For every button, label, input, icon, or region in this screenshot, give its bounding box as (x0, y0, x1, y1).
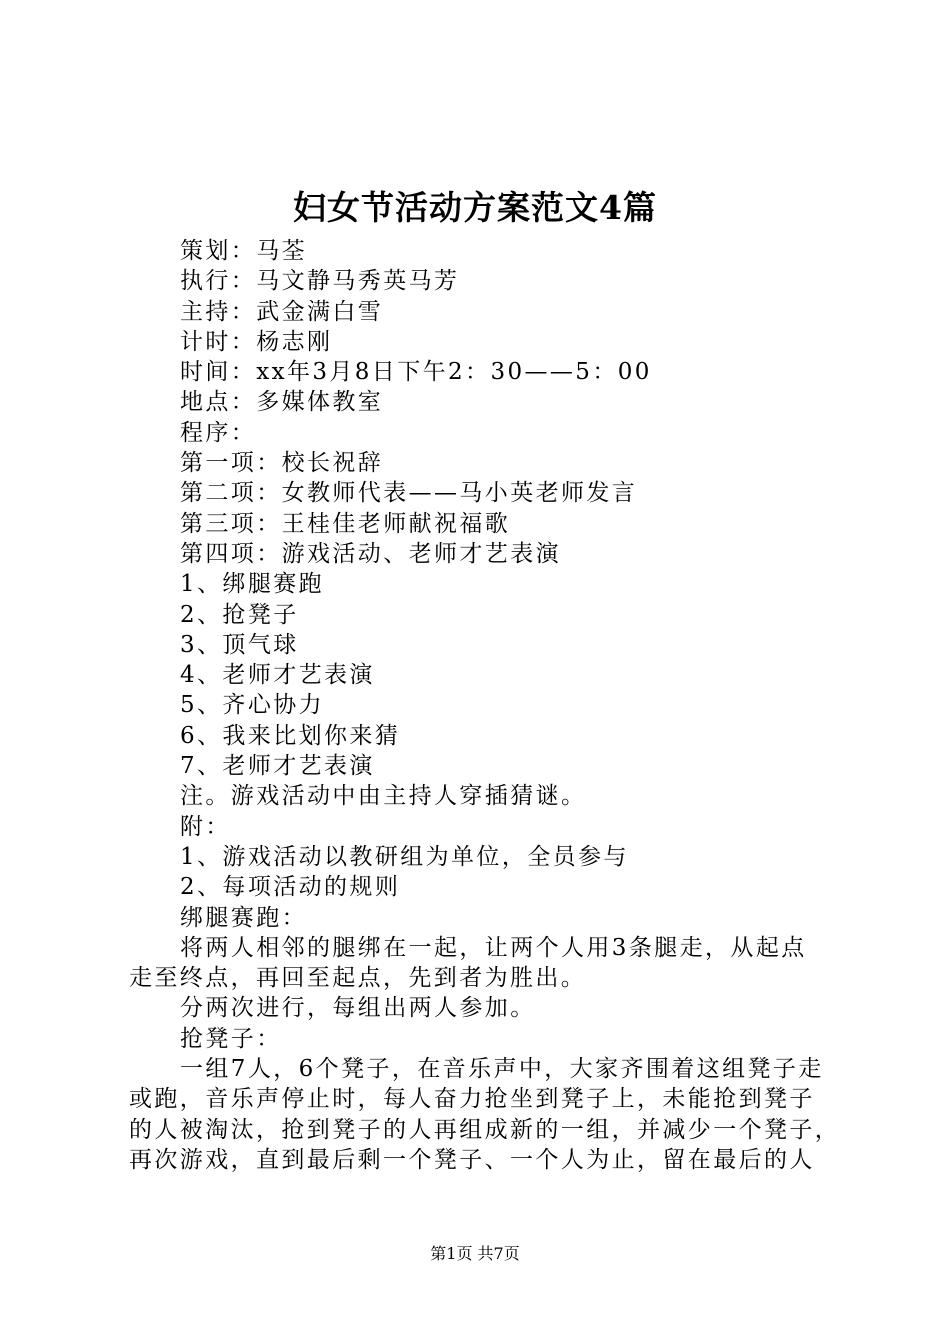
text-line: 1、绑腿赛跑 (180, 571, 325, 598)
text-line: 地点：多媒体教室 (180, 389, 384, 416)
text-line: 计时：杨志刚 (180, 328, 333, 355)
text-line: 时间：xx年3月8日下午2：30——5：00 (180, 359, 652, 386)
text-line: 第一项：校长祝辞 (180, 450, 384, 477)
paragraph-line: 的人被淘汰，抢到凳子的人再组成新的一组，并减少一个凳子， (129, 1116, 841, 1143)
text-line: 2、抢凳子 (180, 601, 299, 628)
document-body (129, 236, 841, 1175)
text-line: 第二项：女教师代表——马小英老师发言 (180, 480, 638, 507)
paragraph-line: 一组7人，6个凳子，在音乐声中，大家齐围着这组凳子走 (180, 1056, 824, 1083)
page-footer: 第1页 共7页 (430, 1244, 520, 1263)
paragraph-line: 或跑，音乐声停止时，每人奋力抢坐到凳子上，未能抢到凳子 (129, 1086, 815, 1113)
text-line: 注。游戏活动中由主持人穿插猜谜。 (180, 783, 587, 810)
text-line: 6、我来比划你来猜 (180, 722, 401, 749)
text-line: 4、老师才艺表演 (180, 662, 375, 689)
paragraph-line: 分两次进行，每组出两人参加。 (180, 995, 536, 1022)
text-line: 策划：马荃 (180, 238, 307, 264)
paragraph-line: 将两人相邻的腿绑在一起，让两个人用3条腿走，从起点 (180, 934, 807, 961)
text-line: 7、老师才艺表演 (180, 753, 375, 780)
text-line: 执行：马文静马秀英马芳 (180, 268, 460, 295)
document-title: 妇女节活动方案范文4篇 (293, 188, 657, 227)
paragraph-line: 走至终点，再回至起点，先到者为胜出。 (129, 965, 587, 992)
text-line: 主持：武金满白雪 (180, 298, 384, 325)
text-line: 第四项：游戏活动、老师才艺表演 (180, 540, 561, 567)
text-line: 附： (180, 813, 231, 840)
paragraph-line: 抢凳子： (180, 1025, 282, 1052)
text-line: 5、齐心协力 (180, 692, 325, 719)
text-line: 2、每项活动的规则 (180, 874, 401, 901)
paragraph-line: 再次游戏，直到最后剩一个凳子、一个人为止，留在最后的人 (129, 1146, 815, 1173)
text-line: 3、顶气球 (180, 631, 299, 658)
text-line: 第三项：王桂佳老师献祝福歌 (180, 510, 511, 537)
text-line: 程序： (180, 419, 257, 446)
text-line: 1、游戏活动以教研组为单位，全员参与 (180, 843, 629, 870)
text-line: 绑腿赛跑： (180, 904, 307, 931)
